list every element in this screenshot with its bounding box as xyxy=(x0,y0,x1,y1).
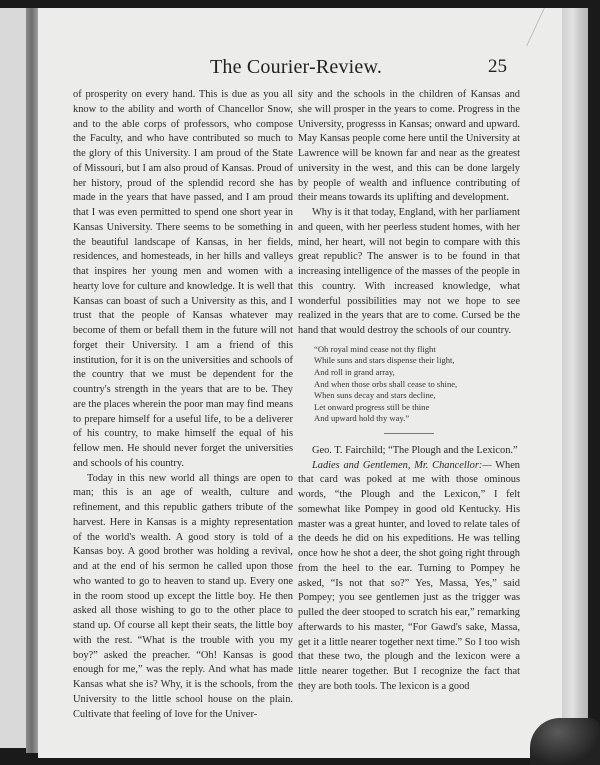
running-header xyxy=(38,56,566,86)
facing-page-edge xyxy=(0,8,28,748)
section-divider xyxy=(384,433,434,434)
poem-line: When suns decay and stars decline, xyxy=(314,390,436,401)
paragraph: sity and the schools in the children of Kansas and she will prosper in the years to come. Progress in the University, progresss in Kansas; onward and upward. May Kansas people come here until the University at Lawrence will be known far and near as the greatest university in the west, and this can be done largely by people of wealth and influence contributing of their means towards its uplifting and development. xyxy=(298,89,520,204)
poem-line: And when those orbs shall cease to shine, xyxy=(314,378,458,389)
poem-line: And upward hold thy way.” xyxy=(314,413,410,424)
paragraph: Why is it that today, England, with her parliament and queen, with her peerless student homes, with her mind, her heart, will not begin to compare with this great republic? The answer is to be found in that increasing intelligence of the masses of the people in this country. With increased knowledge, what wonderful possibilities may not we hope to see realized in the years that are to come. Cursed be the hand that would destroy the schools of our country. xyxy=(298,207,520,336)
page-number: 25 xyxy=(488,56,507,77)
page-stack-edge xyxy=(562,8,588,748)
paragraph: When that card was poked at me with those ominous words, “the Plough and the Lexicon,” I felt somewhat like Pompey in good old Kentucky. His master was a great hunter, and loved to relate tales of the deeds he did on his expeditions. He was telling once how he shot a deer, the shot going right through from the heel to the ear. Turning to Pompey he asked, “Is not that so?” Yes, Massa, Yes,” said Pompey; you see gentlemen just as the trigger was pulled the deer stooped to scratch his ear,” remarking afterwards to his master, “For Gawd's sake, Massa, get it a little nearer together next time.” So I too wish that these two, the plough and the lexicon were a little nearer together. But I recognize the fact that they are both tools. The lexicon is a good xyxy=(298,459,520,692)
right-column xyxy=(298,88,520,695)
left-column xyxy=(73,88,293,722)
paragraph: of prosperity on every hand. This is due as you all know to the ability and worth of Chancellor Snow, and to the able corps of professors, who compose the Faculty, and who have contributed so much to the glory of this University. I am proud of the State of Missouri, but I am also proud of Kansas. Proud of her history, proud of the splendid record she has made in the years that have passed, and I am proud that I was even permitted to spend one short year in Kansas University. There seems to be something in the beautiful landscape of Kansas, in her fields, residences, and homesteads, in her hills and valleys that inspires her young men and women with a hearty love for culture and knowledge. It is well that Kansas can boast of such a University as this, and I trust that the people of Kansas whatever may become of them or befall them in the future will not forget their University. I am a friend of this institution, for it is on the universities and schools of the country that we must be dependent for the country's strength in the years that are to be. They are the places wherein the poor man may find means to prepare himself for a useful life, to be a deliverer of his country, to make himself the equal of his fellow men. He should never forget the universities and schools of his country. xyxy=(73,89,293,469)
publication-title: The Courier-Review. xyxy=(210,56,383,78)
poem-line: While suns and stars dispense their light, xyxy=(314,355,455,366)
poem-quote xyxy=(314,344,520,425)
poem-line: Let onward progress still be thine xyxy=(314,401,430,412)
poem-line: And roll in grand array, xyxy=(314,366,395,377)
book-gutter xyxy=(26,8,38,753)
salutation: Ladies and Gentlemen, Mr. Chancellor:— xyxy=(312,459,492,471)
speech-heading: Geo. T. Fairchild; “The Plough and the Lexicon.” xyxy=(312,444,518,456)
poem-line: “Oh royal mind cease not thy flight xyxy=(314,343,436,354)
thumb-holding-page xyxy=(530,718,600,765)
paragraph: Today in this new world all things are open to man; this is an age of wealth, culture and refinement, and this republic gathers tribute of the harvest. Here in Kansas is a mighty representation of the world's wealth. A good story is told of a Kansas boy. A good brother was holding a revival, and at the end of his sermon he called upon those who wanted to go to heaven to stand up. Every one in the room stood up except the little boy. He then asked all those wishing to go to the other place to stand up. Of course all kept their seats, the little boy with the rest. “What is the trouble with you my boy?” asked the preacher. “Oh! Kansas is good enough for me,” was the reply. And what has made Kansas what she is? Why, it is the schools, from the University to the little school house on the plain. Cultivate that feeling of love for the Univer- xyxy=(73,472,293,720)
